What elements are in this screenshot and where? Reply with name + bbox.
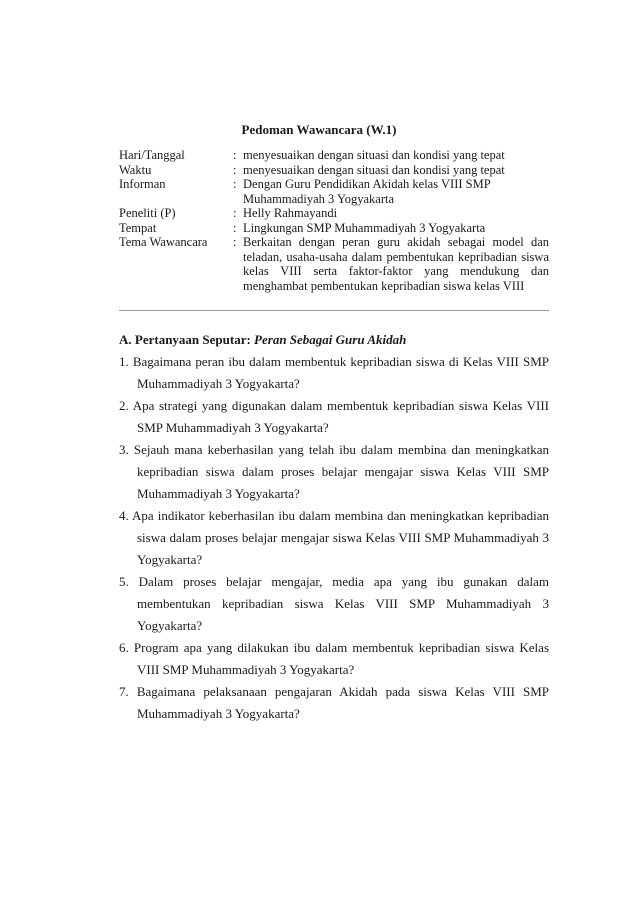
question-number: 2. — [119, 398, 129, 413]
meta-label: Informan — [119, 177, 166, 191]
meta-label: Tema Wawancara — [119, 235, 208, 249]
section-heading — [119, 329, 549, 351]
meta-separator: : — [233, 206, 237, 220]
document-title: Pedoman Wawancara (W.1) — [241, 122, 397, 137]
meta-value: Berkaitan dengan peran guru akidah sebagai model dan teladan, usaha-usaha dalam pembentukan kepribadian siswa kelas VIII serta faktor-faktor yang mendukung dan menghambat pembentukan kepribadian siswa kelas VIII — [243, 235, 549, 293]
meta-row-place — [119, 221, 549, 236]
interview-metadata — [119, 148, 549, 293]
question-section — [119, 329, 549, 725]
meta-separator: : — [233, 148, 237, 162]
list-item — [119, 351, 549, 395]
meta-separator: : — [233, 220, 237, 235]
question-text: Dalam proses belajar mengajar, media apa yang ibu gunakan dalam membentukan kepribadian siswa Kelas VIII SMP Muhammadiyah 3 Yogyakarta? — [137, 574, 549, 633]
meta-row-theme — [119, 235, 549, 293]
meta-separator: : — [233, 177, 237, 191]
list-item — [119, 681, 549, 725]
meta-label: Waktu — [119, 162, 152, 177]
list-item — [119, 439, 549, 505]
list-item — [119, 505, 549, 571]
meta-value: menyesuaikan dengan situasi dan kondisi yang tepat — [243, 162, 505, 177]
meta-separator: : — [233, 162, 237, 177]
question-text: Apa strategi yang digunakan dalam membentuk kepribadian siswa Kelas VIII SMP Muhammadiyah 3 Yogyakarta? — [132, 398, 549, 435]
question-number: 3. — [119, 442, 129, 457]
meta-label: Peneliti (P) — [119, 206, 176, 220]
question-list — [119, 351, 549, 725]
question-text: Program apa yang dilakukan ibu dalam membentuk kepribadian siswa Kelas VIII SMP Muhammadiyah 3 Yogyakarta? — [133, 640, 550, 677]
question-number: 6. — [119, 640, 129, 655]
question-text: Bagaimana pelaksanaan pengajaran Akidah pada siswa Kelas VIII SMP Muhammadiyah 3 Yogyakarta? — [136, 684, 549, 721]
meta-value: Lingkungan SMP Muhammadiyah 3 Yogyakarta — [243, 220, 486, 235]
meta-label: Tempat — [119, 220, 157, 235]
meta-value: menyesuaikan dengan situasi dan kondisi yang tepat — [243, 148, 505, 162]
list-item — [119, 637, 549, 681]
meta-row-researcher — [119, 206, 549, 221]
question-number: 1. — [119, 354, 129, 369]
meta-separator: : — [233, 235, 237, 249]
meta-row-date — [119, 148, 549, 163]
question-number: 7. — [119, 684, 129, 699]
question-text: Sejauh mana keberhasilan yang telah ibu dalam membina dan meningkatkan kepribadian siswa dalam proses belajar mengajar siswa Kelas VIII SMP Muhammadiyah 3 Yogyakarta? — [133, 442, 549, 501]
section-heading-prefix: A. Pertanyaan Seputar: — [119, 332, 255, 347]
section-heading-topic: Peran Sebagai Guru Akidah — [254, 332, 407, 347]
question-number: 5. — [119, 574, 129, 589]
question-text: Apa indikator keberhasilan ibu dalam membina dan meningkatkan kepribadian siswa dalam proses belajar mengajar siswa Kelas VIII SMP Muhammadiyah 3 Yogyakarta? — [132, 508, 549, 567]
list-item — [119, 395, 549, 439]
question-text: Bagaimana peran ibu dalam membentuk kepribadian siswa di Kelas VIII SMP Muhammadiyah 3 Yogyakarta? — [132, 354, 549, 391]
meta-label: Hari/Tanggal — [119, 148, 185, 162]
list-item — [119, 571, 549, 637]
meta-value: Helly Rahmayandi — [243, 206, 338, 220]
meta-value: Dengan Guru Pendidikan Akidah kelas VIII SMP Muhammadiyah 3 Yogyakarta — [243, 177, 491, 206]
meta-row-informant — [119, 177, 549, 206]
section-divider — [119, 310, 549, 311]
meta-row-time — [119, 163, 549, 178]
question-number: 4. — [119, 508, 129, 523]
